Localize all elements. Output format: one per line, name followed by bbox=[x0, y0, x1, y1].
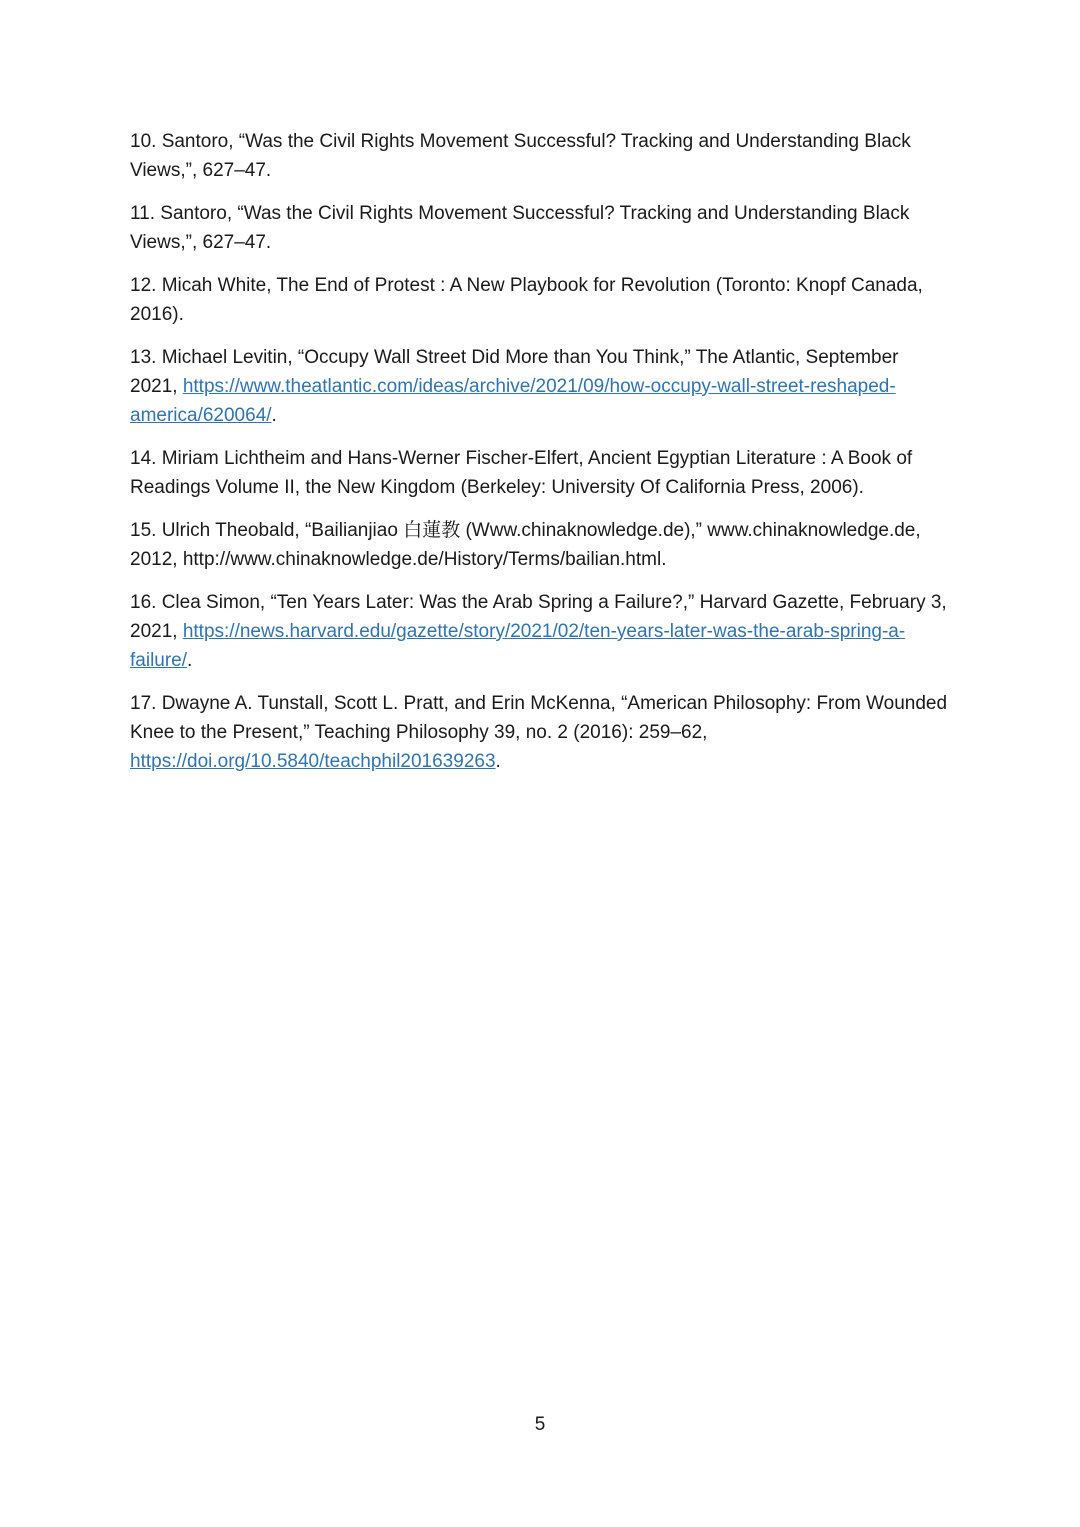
citation-text: 12. Micah White, The End of Protest : A New Playbook for Revolution (Toronto: Knopf Canada, 2016). bbox=[130, 275, 923, 325]
citation bbox=[130, 271, 948, 329]
citation bbox=[130, 516, 948, 574]
citation-text: 15. Ulrich Theobald, “Bailianjiao 白蓮教 (Www.chinaknowledge.de),” www.chinaknowledge.de, 2012, http://www.chinaknowledge.de/History/Terms/bailian.html. bbox=[130, 520, 921, 570]
citation-text: 17. Dwayne A. Tunstall, Scott L. Pratt, and Erin McKenna, “American Philosophy: From Wounded Knee to the Present,” Teaching Philosophy 39, no. 2 (2016): 259–62, bbox=[130, 693, 948, 743]
citation-text: . bbox=[271, 405, 277, 426]
citation-text: 11. Santoro, “Was the Civil Rights Movement Successful? Tracking and Understanding Black Views,”, 627–47. bbox=[130, 203, 910, 253]
citation-link[interactable]: https://www.theatlantic.com/ideas/archive/2021/09/how-occupy-wall-street-reshaped-america/620064/ bbox=[130, 376, 896, 426]
citation bbox=[130, 199, 948, 257]
citation-text: . bbox=[495, 751, 501, 772]
page-footer bbox=[0, 1410, 1080, 1439]
citations-list bbox=[130, 127, 948, 790]
citation bbox=[130, 689, 948, 776]
citation bbox=[130, 343, 948, 430]
citation-link[interactable]: https://doi.org/10.5840/teachphil201639263 bbox=[130, 751, 496, 772]
citation-link[interactable]: https://news.harvard.edu/gazette/story/2021/02/ten-years-later-was-the-arab-spring-a-failure/ bbox=[130, 621, 906, 671]
citation bbox=[130, 444, 948, 502]
page-number: 5 bbox=[534, 1414, 546, 1435]
citation-text: 10. Santoro, “Was the Civil Rights Movement Successful? Tracking and Understanding Black Views,”, 627–47. bbox=[130, 131, 911, 181]
citation-text: 14. Miriam Lichtheim and Hans-Werner Fischer-Elfert, Ancient Egyptian Literature : A Book of Readings Volume II, the New Kingdom (Berkeley: University Of California Press, 2006). bbox=[130, 448, 913, 498]
citation-text: . bbox=[187, 650, 193, 671]
citation-text: 13. Michael Levitin, “Occupy Wall Street Did More than You Think,” The Atlantic, September 2021, bbox=[130, 347, 899, 397]
citation bbox=[130, 588, 948, 675]
citation-text: 16. Clea Simon, “Ten Years Later: Was the Arab Spring a Failure?,” Harvard Gazette, February 3, 2021, bbox=[130, 592, 947, 642]
citation bbox=[130, 127, 948, 185]
